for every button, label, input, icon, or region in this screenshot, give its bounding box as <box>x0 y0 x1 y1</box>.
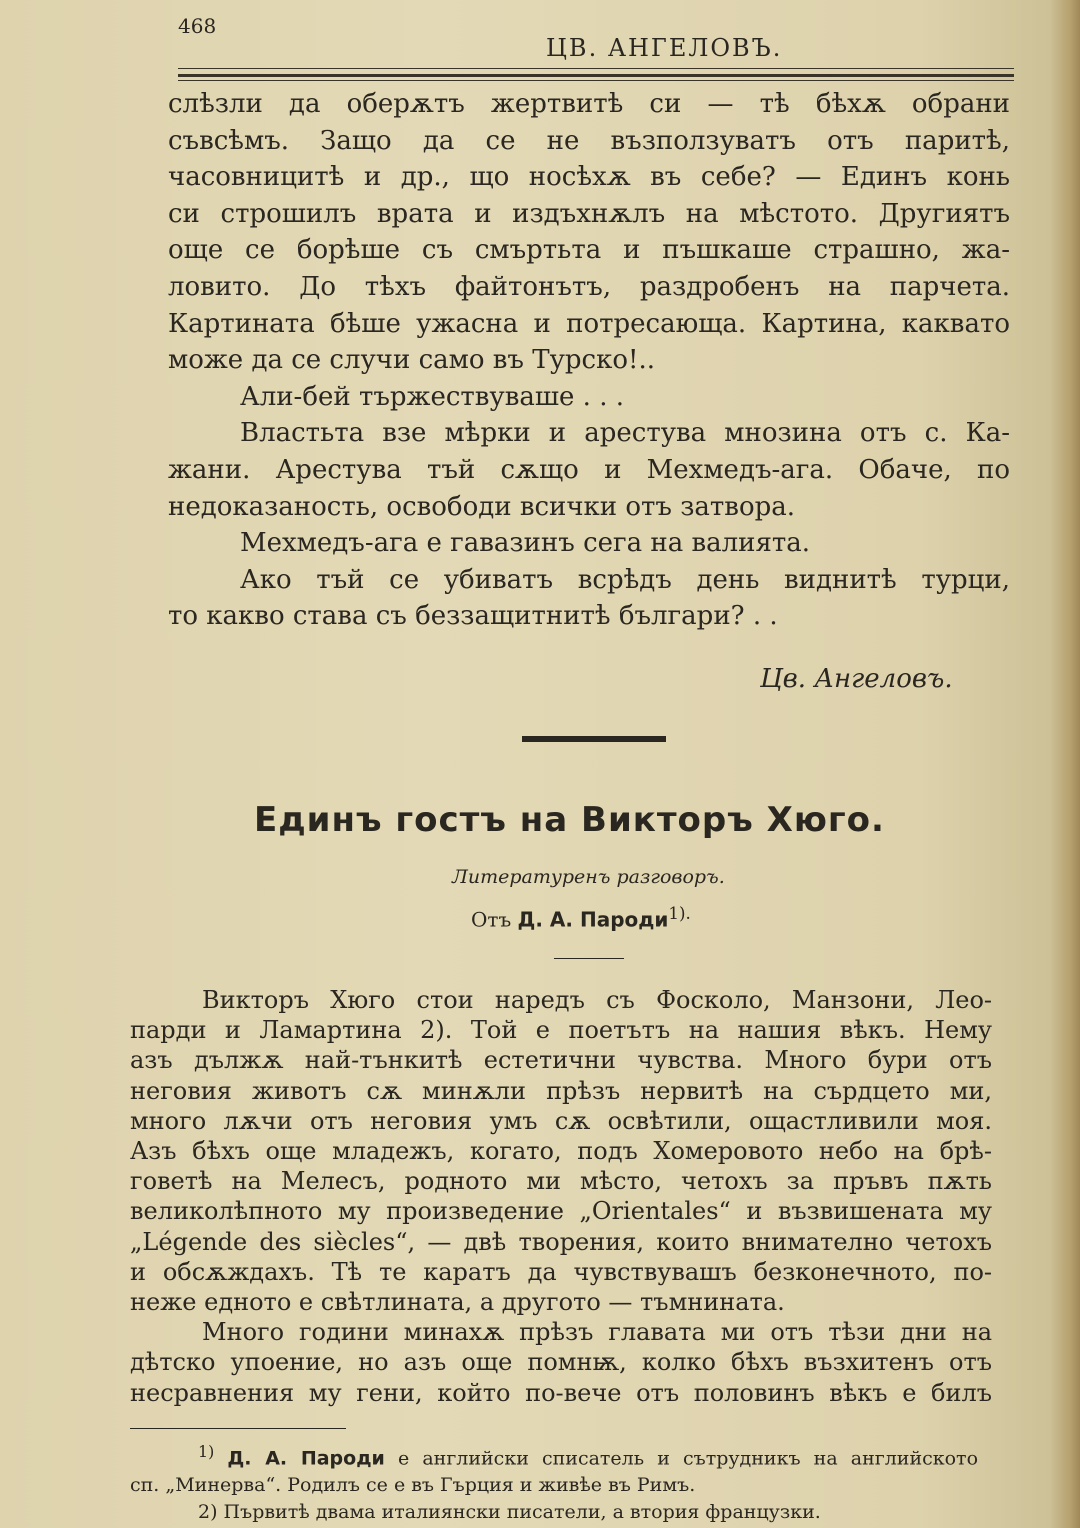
text-line: Много години минахѫ прѣзъ главата ми отъ тѣзи дни на <box>202 1318 992 1347</box>
footnote-1-name: Д. А. Пароди <box>227 1447 385 1470</box>
article-byline <box>471 904 691 932</box>
footnotes <box>130 1438 978 1526</box>
byline-note: 1). <box>668 904 691 923</box>
text-line: ловито. До тѣхъ файтонътъ, раздробенъ на парчета. <box>168 271 1010 302</box>
text-line: Властьта взе мѣрки и арестува мнозина отъ с. Ка- <box>240 418 1010 449</box>
footnote-1-marker: 1) <box>198 1442 215 1461</box>
text-line: неже едното е свѣтлината, а другото — тъмнината. <box>130 1288 785 1317</box>
text-line: недоказаность, освободи всички отъ затвора. <box>168 491 796 522</box>
text-line: то какво става съ беззащитнитѣ българи? . . <box>168 601 778 632</box>
author-signature: Цв. Ангеловъ. <box>760 664 953 694</box>
text-line: Мехмедъ-ага е гавазинъ сега на валията. <box>240 528 811 559</box>
page-number: 468 <box>178 14 217 38</box>
running-head: ЦВ. АНГЕЛОВЪ. <box>546 34 783 62</box>
byline-author: Д. А. Пароди <box>517 907 669 932</box>
text-line: много лѫчи отъ неговия умъ сѫ освѣтили, ощастливили моя. <box>130 1106 992 1135</box>
section-separator <box>522 736 666 742</box>
article-body <box>130 985 992 1408</box>
text-line: азъ дължѫ най-тънкитѣ естетични чувства. Много бури отъ <box>130 1046 992 1075</box>
text-line: часовницитѣ и др., що носѣхѫ въ себе? — Единъ конь <box>168 162 1010 193</box>
text-line: си строшилъ врата и издъхнѫлъ на мѣстото. Другиятъ <box>168 198 1010 229</box>
header-rule-thick <box>178 74 1014 77</box>
footnote-rule <box>130 1428 346 1429</box>
text-line: дѣтско упоение, но азъ още помнѭ, колко бѣхъ възхитенъ отъ <box>130 1348 992 1377</box>
title-rule <box>554 958 624 959</box>
text-line: неговия животъ сѫ минѫли прѣзъ нервитѣ на сърдцето ми, <box>130 1076 992 1105</box>
text-line: Азъ бѣхъ още младежъ, когато, подъ Хомеровото небо на брѣ- <box>130 1137 992 1166</box>
text-line: още се борѣше съ смъртьта и пъшкаше страшно, жа- <box>168 235 1010 266</box>
text-line: говетѣ на Мелесъ, родното ми мѣсто, четохъ за пръвъ пѫть <box>130 1167 992 1196</box>
footnote-1 <box>130 1438 978 1472</box>
text-line: Ако тъй се убиватъ всрѣдъ день виднитѣ турци, <box>240 564 1010 595</box>
text-line: несравнения му гени, който по-вече отъ половинъ вѣкъ е билъ <box>130 1378 992 1407</box>
header-rule-bottom <box>178 80 1014 81</box>
text-line: парди и Ламартина 2). Той е поетътъ на нашия вѣкъ. Нему <box>130 1016 992 1045</box>
footnote-2: 2) Първитѣ двама италиянски писатели, а втория французки. <box>198 1501 821 1524</box>
article-subtitle: Литературенъ разговоръ. <box>452 866 725 888</box>
text-line: може да се случи само въ Турско!.. <box>168 345 655 376</box>
text-line: жани. Арестува тъй сѫщо и Мехмедъ-ага. Обаче, по <box>168 454 1010 485</box>
text-line: Али-бей тържествуваше . . . <box>240 381 624 412</box>
footnote-1-cont: сп. „Минерва“. Родилъ се е въ Гърция и живѣе въ Римъ. <box>130 1474 696 1497</box>
byline-prefix: Отъ <box>471 907 512 932</box>
page-header <box>178 14 1014 74</box>
footnote-1-text: е английски списатель и сътрудникъ на английското <box>397 1447 979 1470</box>
page-edge-shadow <box>1050 0 1080 1528</box>
header-rule-top <box>178 68 1014 69</box>
text-line: Картината бѣше ужасна и потресающа. Картина, каквато <box>168 308 1010 339</box>
story-ending <box>168 86 1010 635</box>
text-line: Викторъ Хюго стои наредъ съ Фосколо, Манзони, Лео- <box>202 986 992 1014</box>
text-line: „Légende des siècles“, — двѣ творения, които внимателно четохъ <box>130 1227 992 1256</box>
text-line: и обсѫждахъ. Тѣ те каратъ да чувствувашъ безконечното, по- <box>130 1257 992 1286</box>
text-line: великолѣпното му произведение „Orientales“ и възвишената му <box>130 1197 992 1226</box>
text-line: съвсѣмъ. Защо да се не възползуватъ отъ паритѣ, <box>168 125 1010 156</box>
article-title: Единъ гостъ на Викторъ Хюго. <box>254 800 885 840</box>
text-line: слѣзли да оберѫтъ жертвитѣ си — тѣ бѣхѫ обрани <box>168 89 1010 119</box>
